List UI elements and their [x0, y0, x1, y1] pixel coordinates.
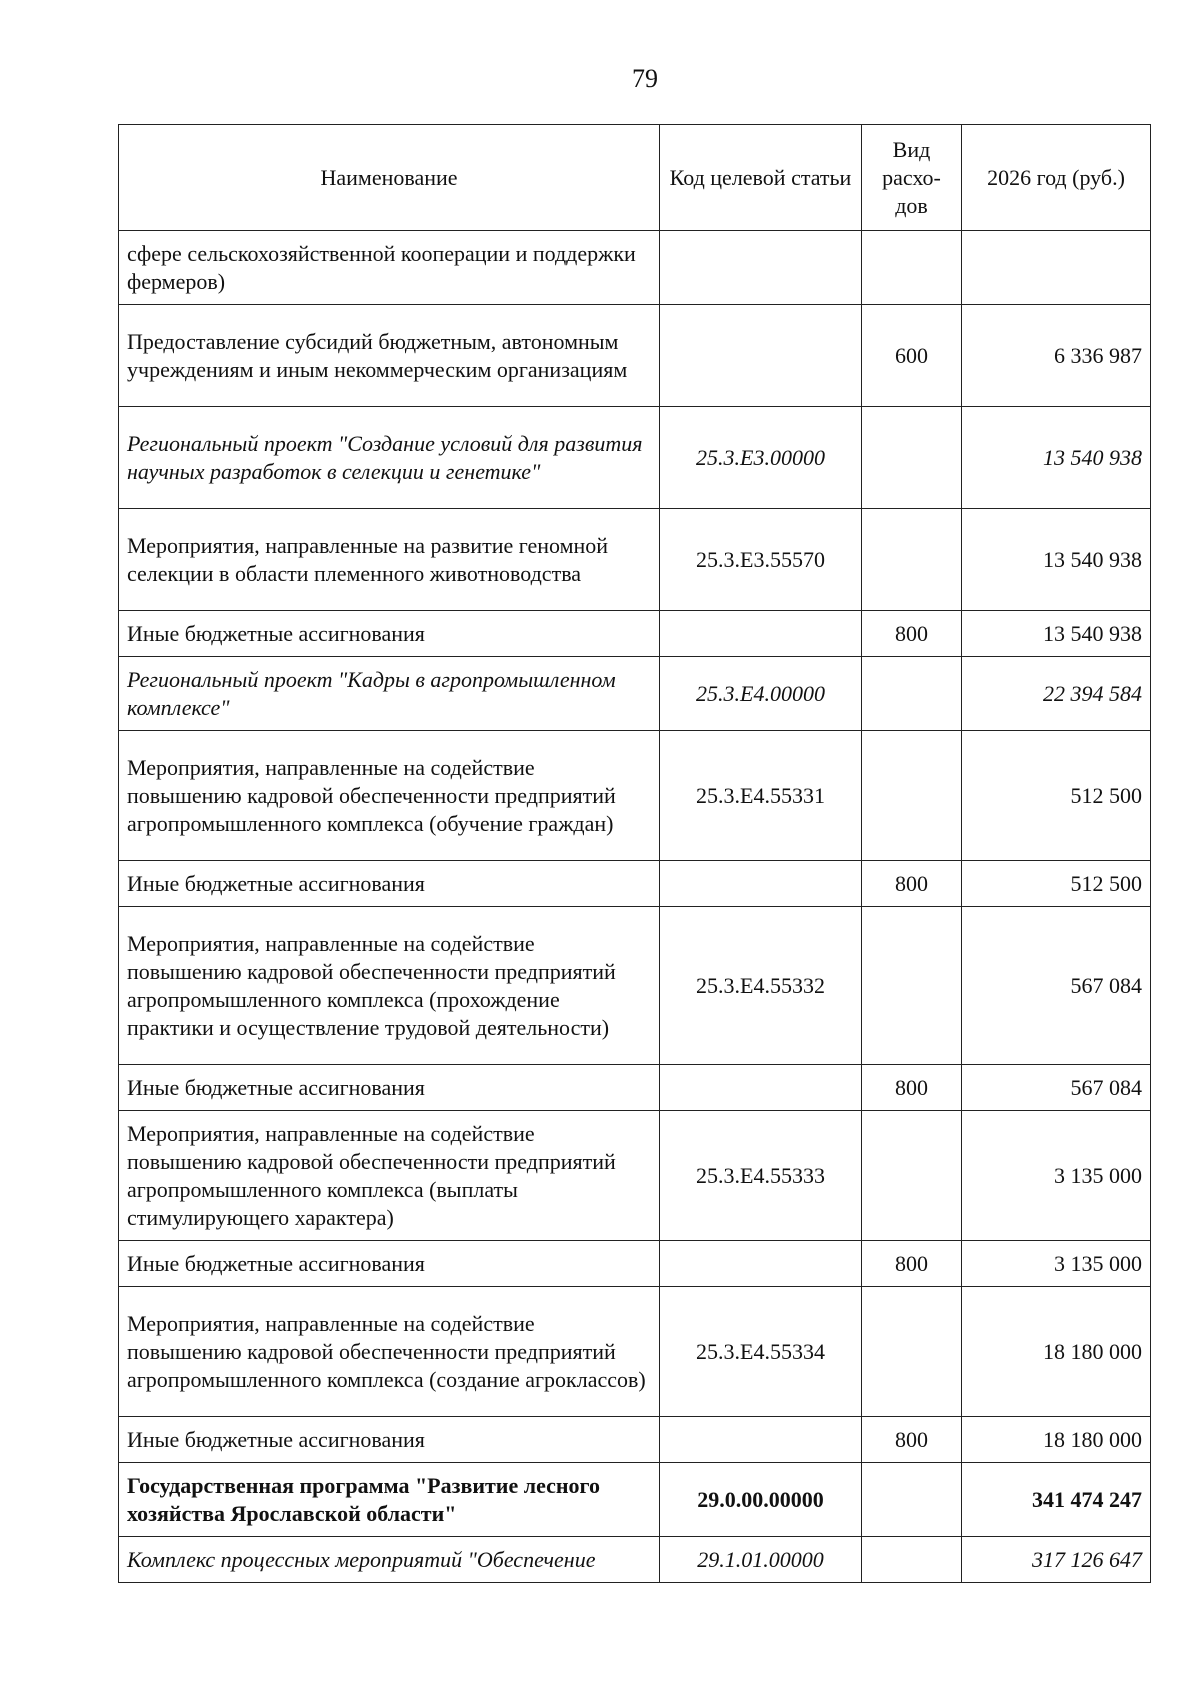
table-row [119, 1111, 1151, 1241]
cell-code [660, 1065, 862, 1111]
table-row [119, 305, 1151, 407]
cell-sum: 317 126 647 [962, 1537, 1151, 1583]
cell-sum: 22 394 584 [962, 657, 1151, 731]
table-row [119, 1537, 1151, 1583]
cell-type [862, 1287, 962, 1417]
cell-code: 25.3.E3.55570 [660, 509, 862, 611]
header-code: Код целевой статьи [660, 125, 862, 231]
cell-code [660, 611, 862, 657]
cell-type [862, 657, 962, 731]
table-row [119, 611, 1151, 657]
table-row [119, 1241, 1151, 1287]
cell-name: Иные бюджетные ассигнования [119, 1241, 660, 1287]
cell-code: 25.3.E4.55334 [660, 1287, 862, 1417]
table-row [119, 907, 1151, 1065]
header-name: Наименование [119, 125, 660, 231]
cell-type: 800 [862, 1241, 962, 1287]
cell-sum: 18 180 000 [962, 1287, 1151, 1417]
cell-code [660, 305, 862, 407]
cell-code: 25.3.E4.55331 [660, 731, 862, 861]
table-row [119, 1417, 1151, 1463]
cell-sum: 341 474 247 [962, 1463, 1151, 1537]
cell-type: 800 [862, 861, 962, 907]
cell-name: Мероприятия, направленные на содействие повышению кадровой обеспеченности предприятий агропромышленного комплекса (создание агроклассов) [119, 1287, 660, 1417]
cell-name: Государственная программа "Развитие лесного хозяйства Ярославской области" [119, 1463, 660, 1537]
table-row [119, 509, 1151, 611]
table-row [119, 861, 1151, 907]
cell-sum: 18 180 000 [962, 1417, 1151, 1463]
cell-name: Мероприятия, направленные на содействие повышению кадровой обеспеченности предприятий агропромышленного комплекса (выплаты стимулирующего характера) [119, 1111, 660, 1241]
table-row [119, 231, 1151, 305]
table-row [119, 1463, 1151, 1537]
cell-code: 25.3.E3.00000 [660, 407, 862, 509]
table-row [119, 1065, 1151, 1111]
cell-name: сфере сельскохозяйственной кооперации и поддержки фермеров) [119, 231, 660, 305]
cell-type: 800 [862, 1417, 962, 1463]
cell-code [660, 1241, 862, 1287]
cell-type [862, 1111, 962, 1241]
cell-name: Иные бюджетные ассигнования [119, 861, 660, 907]
cell-code [660, 231, 862, 305]
cell-sum: 13 540 938 [962, 611, 1151, 657]
cell-type: 800 [862, 1065, 962, 1111]
cell-code [660, 861, 862, 907]
cell-type [862, 731, 962, 861]
cell-name: Иные бюджетные ассигнования [119, 1417, 660, 1463]
cell-type [862, 1463, 962, 1537]
table-row [119, 1287, 1151, 1417]
cell-name: Мероприятия, направленные на развитие геномной селекции в области племенного животноводства [119, 509, 660, 611]
cell-type [862, 1537, 962, 1583]
cell-code: 25.3.E4.00000 [660, 657, 862, 731]
table-header-row [119, 125, 1151, 231]
cell-type [862, 407, 962, 509]
table-row [119, 657, 1151, 731]
cell-sum [962, 231, 1151, 305]
cell-code: 29.1.01.00000 [660, 1537, 862, 1583]
cell-name: Региональный проект "Кадры в агропромышленном комплексе" [119, 657, 660, 731]
cell-type [862, 231, 962, 305]
cell-sum: 6 336 987 [962, 305, 1151, 407]
header-type: Вид расхо-дов [862, 125, 962, 231]
page-number: 79 [632, 64, 658, 93]
cell-name: Предоставление субсидий бюджетным, автономным учреждениям и иным некоммерческим организациям [119, 305, 660, 407]
cell-type: 600 [862, 305, 962, 407]
cell-name: Мероприятия, направленные на содействие повышению кадровой обеспеченности предприятий агропромышленного комплекса (обучение граждан) [119, 731, 660, 861]
cell-sum: 512 500 [962, 731, 1151, 861]
cell-code: 25.3.E4.55332 [660, 907, 862, 1065]
cell-name: Комплекс процессных мероприятий "Обеспечение [119, 1537, 660, 1583]
cell-code: 29.0.00.00000 [660, 1463, 862, 1537]
header-sum: 2026 год (руб.) [962, 125, 1151, 231]
cell-type [862, 907, 962, 1065]
cell-sum: 13 540 938 [962, 407, 1151, 509]
cell-name: Иные бюджетные ассигнования [119, 1065, 660, 1111]
table-row [119, 731, 1151, 861]
budget-table [118, 124, 1151, 1583]
cell-code: 25.3.E4.55333 [660, 1111, 862, 1241]
cell-sum: 3 135 000 [962, 1241, 1151, 1287]
cell-sum: 512 500 [962, 861, 1151, 907]
cell-sum: 567 084 [962, 1065, 1151, 1111]
cell-code [660, 1417, 862, 1463]
cell-sum: 567 084 [962, 907, 1151, 1065]
cell-type: 800 [862, 611, 962, 657]
cell-name: Мероприятия, направленные на содействие повышению кадровой обеспеченности предприятий агропромышленного комплекса (прохождение практики и осуществление трудовой деятельности) [119, 907, 660, 1065]
cell-name: Региональный проект "Создание условий для развития научных разработок в селекции и генетике" [119, 407, 660, 509]
cell-name: Иные бюджетные ассигнования [119, 611, 660, 657]
table-body [119, 231, 1151, 1583]
table-row [119, 407, 1151, 509]
cell-type [862, 509, 962, 611]
cell-sum: 13 540 938 [962, 509, 1151, 611]
cell-sum: 3 135 000 [962, 1111, 1151, 1241]
